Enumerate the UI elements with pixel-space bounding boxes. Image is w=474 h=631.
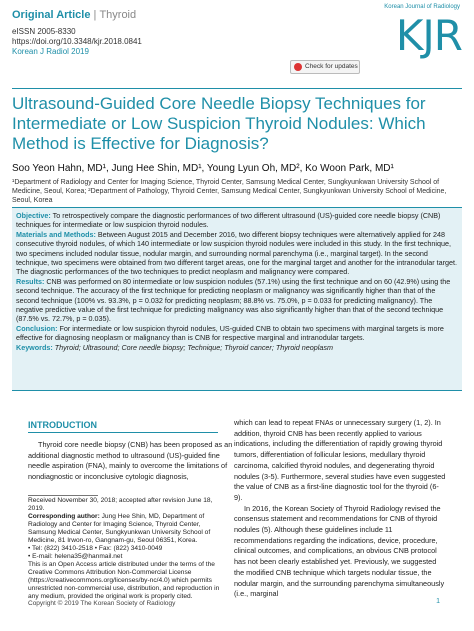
intro-right-column	[234, 418, 446, 600]
corresponding-author	[28, 513, 222, 545]
check-updates-icon	[294, 63, 302, 71]
results-label: Results:	[16, 276, 45, 286]
methods-label: Materials and Methods:	[16, 229, 96, 239]
methods-text: Between August 2015 and December 2016, two different biopsy techniques were alternatively applied for 248 consecutive thyroid nodules, of which 140 intermediate or low suspicion thyroid nodules were included in this study. In the first technique, two specimens included nodular tissue, nodular margin, and surrounding normal parenchyma (i.e., marginal target). In the second technique, two specimens were obtained from two different target areas, one for the marginal target and another for the intranodular target. The diagnostic performances of the two techniques to predict neoplasm and malignancy were compared.	[16, 229, 457, 277]
article-kind: Thyroid	[99, 9, 137, 21]
intro-paragraph-2: In 2016, the Korean Society of Thyroid Radiology revised the consensus statement and recommendations for CNB of thyroid nodules (5). Although these guidelines include 11 recommendations regarding the indications, device, procedure, clinical outcomes, and complications, an obvious CNB protocol has not been clearly established yet. Previously, we suggested the modified CNB technique which targets nodular tissue, the nodular margin, and the surrounding parenchyma simultaneously (i.e., marginal	[234, 503, 445, 599]
check-for-updates-button[interactable]	[290, 60, 360, 74]
journal-citation: Korean J Radiol 2019	[12, 47, 89, 56]
article-separator: |	[93, 9, 97, 21]
abstract-results	[16, 277, 458, 324]
contact-phone: • Tel: (822) 3410-2518 • Fax: (822) 3410-0049	[28, 545, 163, 552]
article-type	[12, 10, 142, 21]
article-header	[12, 10, 142, 57]
intro-paragraph-1: Thyroid core needle biopsy (CNB) has been proposed as an additional diagnostic method to ultrasound (US)-guided fine needle aspiration (FNA), mainly to overcome the limitations of nondiagnostic or inconclusive cytologic diagnosis,	[28, 440, 233, 482]
intro-left-column	[28, 440, 234, 483]
kjr-logo: KJR	[395, 11, 462, 60]
corresponding-label: Corresponding author:	[28, 513, 100, 520]
header-divider	[12, 88, 462, 89]
article-notes	[28, 497, 222, 601]
contact-email[interactable]: • E-mail: helena35@hanmail.net	[28, 553, 123, 560]
abstract-box	[12, 207, 462, 391]
section-heading-introduction: INTRODUCTION	[28, 420, 218, 433]
conclusion-label: Conclusion:	[16, 323, 58, 333]
objective-text: To retrospectively compare the diagnostic performances of two different ultrasound (US)-guided core needle biopsy (CNB) techniques for intermediate or low suspicion thyroid nodules.	[16, 211, 441, 230]
page-number: 1	[436, 598, 440, 605]
author-list: Soo Yeon Hahn, MD¹, Jung Hee Shin, MD¹, Young Lyun Oh, MD², Ko Woon Park, MD¹	[12, 163, 394, 174]
objective-label: Objective:	[16, 211, 51, 220]
article-label: Original Article	[12, 9, 91, 21]
corresponding-text: Jung Hee Shin, MD, Department of Radiology and Center for Imaging Science, Thyroid Center, Samsung Medical Center, Sungkyunkwan University School of Medicine, 81 Irwon-ro, Gangnam-gu, Seoul 06351, Korea.	[28, 513, 211, 544]
copyright-footer: Copyright © 2019 The Korean Society of Radiology	[28, 600, 176, 607]
keywords-text: Thyroid; Ultrasound; Core needle biopsy; Technique; Thyroid cancer; Thyroid neoplasm	[52, 342, 333, 352]
received-dates: Received November 30, 2018; accepted after revision June 18, 2019.	[28, 497, 213, 512]
abstract-keywords	[16, 343, 458, 352]
keywords-label: Keywords:	[16, 342, 53, 352]
journal-name: Korean Journal of Radiology	[384, 4, 460, 10]
eissn: eISSN 2005-8330	[12, 27, 76, 36]
doi-link[interactable]: https://doi.org/10.3348/kjr.2018.0841	[12, 37, 142, 46]
intro-paragraph-continued: which can lead to repeat FNAs or unnecessary surgery (1, 2). In addition, thyroid CNB has been recently applied to various indications, including the differentiation of rapidly growing thyroid tumors, differentiation of follicular lesions, medullary thyroid carcinoma, calcified thyroid nodules, and degenerating thyroid nodules (3-5). Furthermore, several studies have even suggested the value of CNB as a first-line diagnostic tool for the thyroid (6-9).	[234, 418, 446, 502]
abstract-conclusion	[16, 324, 458, 343]
conclusion-text: For intermediate or low suspicion thyroid nodules, US-guided CNB to obtain two specimens with marginal targets is more effective for diagnosing neoplasm or malignancy than is CNB for respective marginal and intranodular targets.	[16, 323, 444, 343]
check-updates-label: Check for updates	[305, 63, 358, 70]
abstract-objective	[16, 211, 458, 230]
paper-title: Ultrasound-Guided Core Needle Biopsy Techniques for Intermediate or Low Suspicion Thyroid Nodules: Which Method is Effective for Diagnosis?	[12, 94, 426, 153]
abstract-methods	[16, 230, 458, 277]
affiliations: ¹Department of Radiology and Center for Imaging Science, Thyroid Center, Samsung Medical Center, Sungkyunkwan University School of Medicine, Seoul, Korea; ²Department of Pathology, Thyroid Center, Samsung Medical Center, Sungkyunkwan University School of Medicine, Seoul, Korea	[12, 179, 447, 204]
footnote-divider	[28, 495, 98, 496]
results-text: CNB was performed on 80 intermediate or low suspicion nodules (57.1%) using the first technique and on 60 (42.9%) using the second technique. The accuracy of the first technique for predicting neoplasm or malignancy was significantly higher than that of the second technique (100% vs. 93.3%, p = 0.032 for predicting neoplasm; 88.8% vs. 75.0%, p = 0.033 for predicting malignancy). The negative predictive value of the first technique for predicting malignancy was also significantly higher than that of the second technique (87.5% vs. 72.7%, p = 0.035).	[16, 276, 451, 324]
license-text: This is an Open Access article distributed under the terms of the Creative Commons Attribution Non-Commercial License (https://creativecommons.org/licenses/by-nc/4.0) which permits unrestricted non-commercial use, distribution, and reproduction in any medium, provided the original work is properly cited.	[28, 561, 220, 600]
